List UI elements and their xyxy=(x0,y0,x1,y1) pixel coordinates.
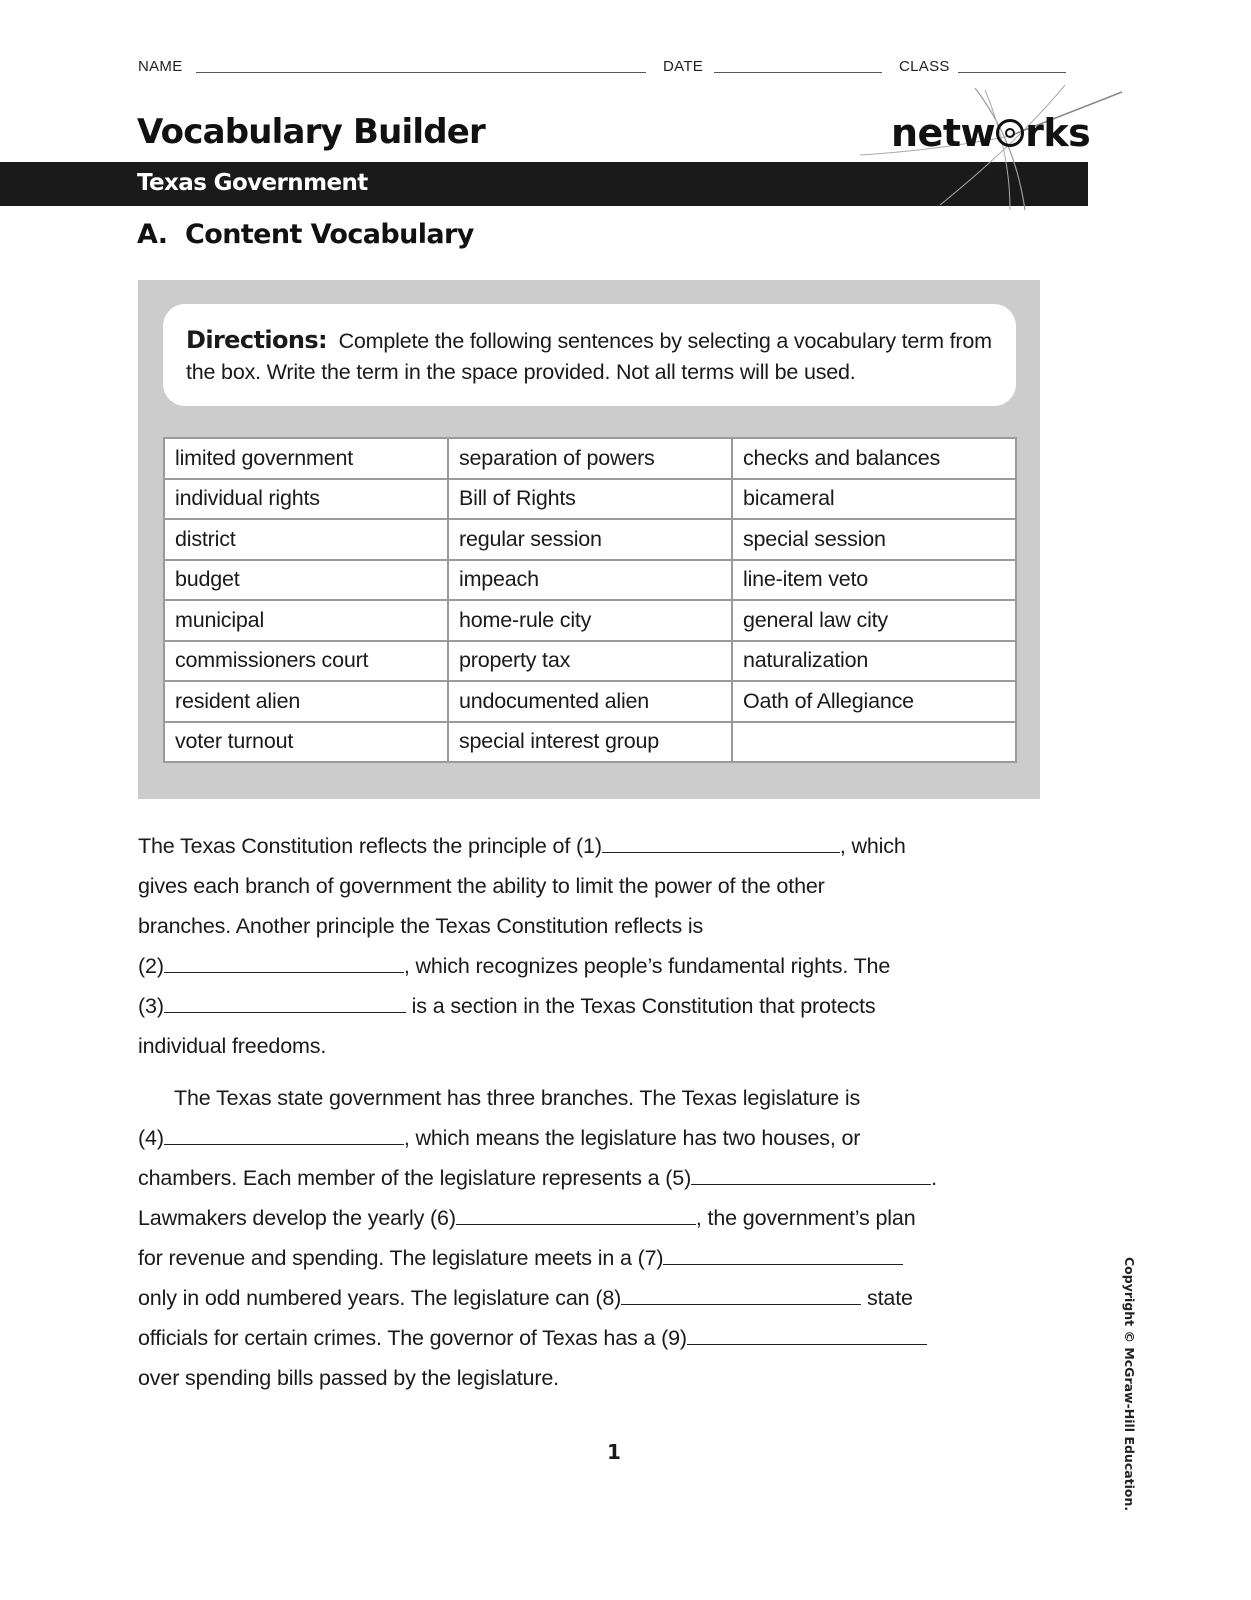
paragraph-legislature xyxy=(138,1078,998,1398)
term-cell: commissioners court xyxy=(164,641,448,682)
text-line: individual freedoms. xyxy=(138,1034,327,1058)
answer-blank-3[interactable] xyxy=(164,994,406,1013)
directions-body: Complete the following sentences by selecting a vocabulary term from the box. Write the term in the space provided. Not all terms will be used. xyxy=(186,329,992,384)
page-title: Vocabulary Builder xyxy=(137,112,486,152)
term-cell: undocumented alien xyxy=(448,681,732,722)
term-cell: Oath of Allegiance xyxy=(732,681,1016,722)
term-cell: district xyxy=(164,519,448,560)
term-cell: Bill of Rights xyxy=(448,479,732,520)
banner-title: Texas Government xyxy=(137,170,368,196)
text-line: The Texas state government has three branches. The Texas legislature is xyxy=(174,1086,861,1110)
answer-blank-9[interactable] xyxy=(687,1326,927,1345)
vocabulary-term-table xyxy=(163,437,1017,763)
term-cell: resident alien xyxy=(164,681,448,722)
table-row xyxy=(164,560,1016,601)
text-span: state xyxy=(861,1286,913,1310)
logo-prefix: netw xyxy=(891,111,996,155)
text-line: over spending bills passed by the legislature. xyxy=(138,1366,559,1390)
directions-box xyxy=(163,304,1016,406)
text-span: only in odd numbered years. The legislature can (8) xyxy=(138,1286,622,1310)
answer-blank-6[interactable] xyxy=(456,1206,696,1225)
term-cell: special interest group xyxy=(448,722,732,763)
term-cell: home-rule city xyxy=(448,600,732,641)
text-span: (4) xyxy=(138,1126,164,1150)
date-field[interactable] xyxy=(714,72,882,73)
answer-blank-5[interactable] xyxy=(691,1166,931,1185)
text-span: , which recognizes people’s fundamental rights. The xyxy=(403,954,891,978)
answer-blank-7[interactable] xyxy=(663,1246,903,1265)
answer-blank-2[interactable] xyxy=(164,954,404,973)
page-number: 1 xyxy=(607,1440,621,1464)
text-span: is a section in the Texas Constitution that protects xyxy=(405,994,876,1018)
networks-logo xyxy=(891,111,1090,155)
term-cell: line-item veto xyxy=(732,560,1016,601)
term-cell: property tax xyxy=(448,641,732,682)
text-span: Lawmakers develop the yearly (6) xyxy=(138,1206,456,1230)
term-cell: voter turnout xyxy=(164,722,448,763)
term-cell: bicameral xyxy=(732,479,1016,520)
answer-blank-4[interactable] xyxy=(164,1126,404,1145)
table-row xyxy=(164,600,1016,641)
name-label: NAME xyxy=(138,58,183,75)
section-heading: A. Content Vocabulary xyxy=(137,219,474,250)
table-row xyxy=(164,519,1016,560)
table-row xyxy=(164,722,1016,763)
text-span: , which means the legislature has two houses, or xyxy=(403,1126,861,1150)
text-line: gives each branch of government the ability to limit the power of the other xyxy=(138,874,825,898)
directions-lead: Directions: xyxy=(186,326,328,354)
text-span: officials for certain crimes. The governor of Texas has a (9) xyxy=(138,1326,687,1350)
name-field[interactable] xyxy=(196,72,646,73)
term-cell: separation of powers xyxy=(448,438,732,479)
text-span: , which xyxy=(839,834,906,858)
answer-blank-1[interactable] xyxy=(602,834,840,853)
text-span: , the government’s plan xyxy=(695,1206,916,1230)
term-cell: limited government xyxy=(164,438,448,479)
text-span: (3) xyxy=(138,994,164,1018)
term-cell: naturalization xyxy=(732,641,1016,682)
answer-blank-8[interactable] xyxy=(621,1286,861,1305)
class-field[interactable] xyxy=(958,72,1066,73)
directions-text xyxy=(163,304,1016,388)
term-cell: special session xyxy=(732,519,1016,560)
term-cell: budget xyxy=(164,560,448,601)
term-cell: municipal xyxy=(164,600,448,641)
text-span: . xyxy=(931,1166,937,1190)
term-cell: individual rights xyxy=(164,479,448,520)
term-cell: impeach xyxy=(448,560,732,601)
date-label: DATE xyxy=(663,58,704,75)
term-cell: regular session xyxy=(448,519,732,560)
text-span: chambers. Each member of the legislature represents a (5) xyxy=(138,1166,692,1190)
text-span: The Texas Constitution reflects the principle of (1) xyxy=(138,834,602,858)
table-row xyxy=(164,438,1016,479)
term-cell: checks and balances xyxy=(732,438,1016,479)
text-span: for revenue and spending. The legislature meets in a (7) xyxy=(138,1246,664,1270)
logo-suffix: rks xyxy=(1025,111,1091,155)
copyright-notice: Copyright © McGraw-Hill Education. xyxy=(1122,1257,1137,1512)
table-row xyxy=(164,479,1016,520)
term-cell: general law city xyxy=(732,600,1016,641)
term-cell xyxy=(732,722,1016,763)
text-line: branches. Another principle the Texas Constitution reflects is xyxy=(138,914,704,938)
class-label: CLASS xyxy=(899,58,950,75)
target-o-icon xyxy=(996,119,1024,147)
table-row xyxy=(164,681,1016,722)
table-row xyxy=(164,641,1016,682)
text-span: (2) xyxy=(138,954,164,978)
paragraph-constitution xyxy=(138,826,998,1066)
